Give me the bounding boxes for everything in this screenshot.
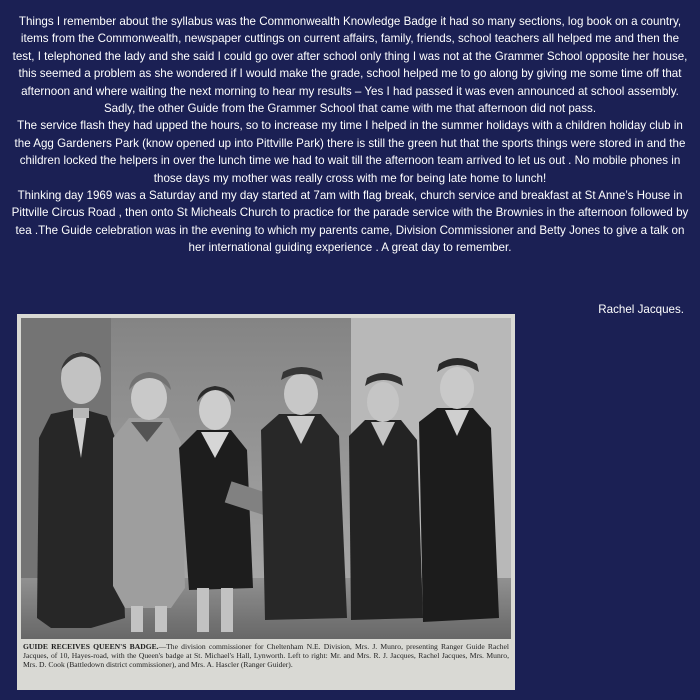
story-text — [10, 13, 690, 257]
group-photograph — [21, 318, 511, 639]
story-paragraph-1: Things I remember about the syllabus was the Commonwealth Knowledge Badge it had so many sections, log book on a country, items from the Commonwealth, newspaper cuttings on current affairs, family, friends, school teachers all helped me and then the test, I telephoned the lady and she said I could go over after school only thing I was not at the Grammer School opposite her house, this seemed a problem as she wondered if I would make the grade, school helped me to go along by giving me some time off that afternoon and where waiting the next morning to hear my results – Yes I had passed it was even announced at school assembly. Sadly, the other Guide from the Grammer School that came with me that afternoon did not pass. — [12, 15, 688, 116]
story-paragraph-2: The service flash they had upped the hours, so to increase my time I helped in the summer holidays with a children holiday club in the Agg Gardeners Park (know opened up into Pittville Park) there is still the green hut that the sports things were stored in and the children locked the helpers in over the lunch time we had to wait till the afternoon team arrived to let us out . No mobile phones in those days my mother was really cross with me for being late home to lunch! — [14, 119, 686, 185]
caption-body: —The division commissioner for Cheltenham N.E. Division, Mrs. J. Munro, presenting Ranger Guide Rachel Jacques, of 10, Hayes-road, with the Queen's badge at St. Michael's Hall, Lynworth. Left to right: Mr. and Mrs. R. J. Jacques, Rachel Jacques, Mrs. Munro, Mrs. D. Cook (Battledown district commissioner), and Mrs. A. Hascler (Ranger Guider). — [23, 642, 509, 669]
story-paragraph-3: Thinking day 1969 was a Saturday and my day started at 7am with flag break, church service and breakfast at St Anne’s House in Pittville Circus Road , then onto St Micheals Church to practice for the parade service with the Brownies in the afternoon followed by tea .The Guide celebration was in the evening to which my parents came, Division Commissioner and Betty Jones to give a talk on her international guiding experience . A great day to remember. — [11, 189, 689, 255]
author-signature: Rachel Jacques. — [598, 303, 684, 316]
photo-caption — [23, 642, 509, 669]
newspaper-clipping — [17, 314, 515, 690]
caption-heading: GUIDE RECEIVES QUEEN'S BADGE. — [23, 642, 159, 651]
